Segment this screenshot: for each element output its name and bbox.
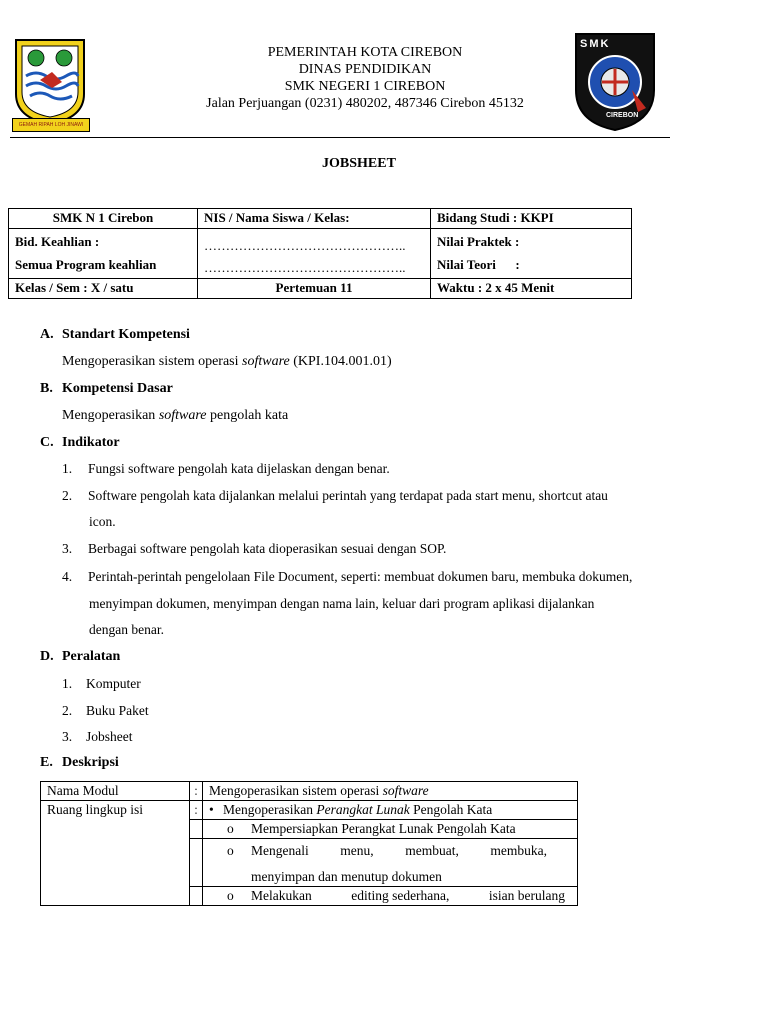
theory-score-cell: Nilai Teori : xyxy=(431,256,632,279)
module-name-label: Nama Modul xyxy=(41,782,190,801)
section-a-text: Mengoperasikan sistem operasi software (KPI.104.001.01) xyxy=(62,354,392,369)
student-dots-2: ……………………………………….. xyxy=(198,256,431,279)
header-line-government: PEMERINTAH KOTA CIREBON xyxy=(267,45,463,60)
letterhead xyxy=(130,44,600,112)
section-d-heading: D. Peralatan xyxy=(40,649,121,664)
list-item: 1. Fungsi software pengolah kata dijelaskan dengan benar. xyxy=(62,461,390,476)
list-item: 2. Software pengolah kata dijalankan melalui perintah yang terdapat pada start menu, shortcut atau xyxy=(62,488,608,503)
table-row xyxy=(9,279,632,299)
scope-sub-item: o Mengenali menu, membuat, membuka, menyimpan dan menutup dokumen xyxy=(203,839,578,887)
practice-score-cell: Nilai Praktek : xyxy=(431,229,632,257)
field-cell: Bidang Studi : KKPI xyxy=(431,209,632,229)
smk-school-logo xyxy=(572,30,658,134)
expertise-value-cell: Semua Program keahlian xyxy=(9,256,198,279)
description-table xyxy=(40,781,578,906)
table-row xyxy=(41,801,578,820)
section-a-heading: A. Standart Kompetensi xyxy=(40,327,190,342)
class-sem-cell: Kelas / Sem : X / satu xyxy=(9,279,198,299)
section-b-heading: B. Kompetensi Dasar xyxy=(40,381,173,396)
circle-bullet-icon: o xyxy=(227,888,234,903)
list-item-continuation: icon. xyxy=(89,514,116,529)
expertise-label-cell: Bid. Keahlian : xyxy=(9,229,198,257)
header-line-school: SMK NEGERI 1 CIREBON xyxy=(284,79,446,94)
module-name-value: Mengoperasikan sistem operasi software xyxy=(203,782,578,801)
section-c-heading: C. Indikator xyxy=(40,435,120,450)
list-item: 2. Buku Paket xyxy=(62,703,149,718)
circle-bullet-icon: o xyxy=(227,843,234,858)
list-item: 3. Berbagai software pengolah kata dioperasikan sesuai dengan SOP. xyxy=(62,541,447,556)
table-row xyxy=(9,229,632,257)
info-table xyxy=(8,208,632,299)
document-title: JOBSHEET xyxy=(322,156,396,171)
cirebon-city-logo xyxy=(12,36,88,132)
student-header-cell: NIS / Nama Siswa / Kelas: xyxy=(198,209,431,229)
scope-sub-item: o Melakukan editing sederhana, isian berulang xyxy=(203,887,578,906)
list-item: 1. Komputer xyxy=(62,676,141,691)
header-line-department: DINAS PENDIDIKAN xyxy=(298,62,432,77)
school-cell: SMK N 1 Cirebon xyxy=(9,209,198,229)
table-row xyxy=(9,209,632,229)
table-row xyxy=(9,256,632,279)
list-item-continuation: menyimpan dokumen, menyimpan dengan nama lain, keluar dari program aplikasi dijalankan xyxy=(89,596,595,611)
scope-main-item: • Mengoperasikan Perangkat Lunak Pengolah Kata xyxy=(203,801,578,820)
table-row xyxy=(41,782,578,801)
colon: : xyxy=(190,782,203,801)
scope-label: Ruang lingkup isi xyxy=(41,801,190,906)
logo-caption: GEMAH RIPAH LOH JINAWI xyxy=(12,118,90,132)
bullet-icon: • xyxy=(209,802,214,817)
logo-text-smk: SMK xyxy=(580,38,611,50)
circle-bullet-icon: o xyxy=(227,821,234,836)
meeting-cell: Pertemuan 11 xyxy=(198,279,431,299)
scope-sub-item: o Mempersiapkan Perangkat Lunak Pengolah Kata xyxy=(203,820,578,839)
section-b-text: Mengoperasikan software pengolah kata xyxy=(62,408,289,423)
list-item: 4. Perintah-perintah pengelolaan File Document, seperti: membuat dokumen baru, membuka dokumen, xyxy=(62,569,633,584)
time-cell: Waktu : 2 x 45 Menit xyxy=(431,279,632,299)
header-divider xyxy=(10,137,670,138)
colon: : xyxy=(190,801,203,820)
student-dots-1: ……………………………………….. xyxy=(198,229,431,257)
header-line-address: Jalan Perjuangan (0231) 480202, 487346 Cirebon 45132 xyxy=(206,96,524,111)
logo-text-city: CIREBON xyxy=(606,112,639,119)
section-e-heading: E. Deskripsi xyxy=(40,755,119,770)
list-item-continuation: dengan benar. xyxy=(89,622,164,637)
list-item: 3. Jobsheet xyxy=(62,729,133,744)
